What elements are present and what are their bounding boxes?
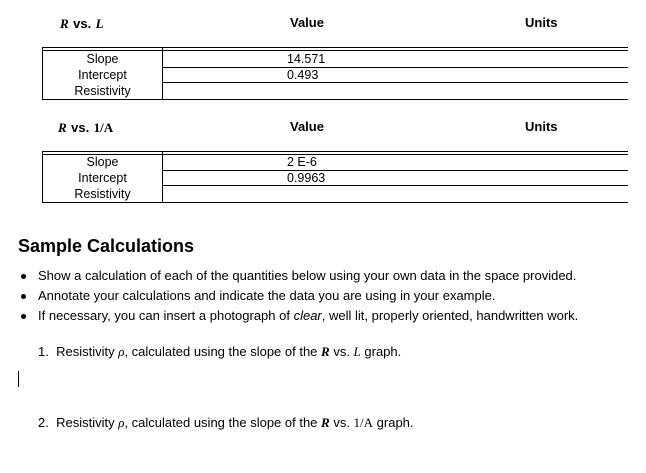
table2-row-slope-label: Slope <box>86 155 119 169</box>
bullet-dot <box>21 294 26 299</box>
table1-header-title: R vs. L <box>60 16 104 31</box>
bullet-item: Annotate your calculations and indicate the data you are using in your example. <box>38 288 496 303</box>
calc-item-1: 1. Resistivity ρ, calculated using the slope of the R vs. L graph. <box>38 344 402 359</box>
table1-slope-value[interactable]: 14.571 <box>287 52 326 66</box>
text-cursor <box>18 371 19 387</box>
bullet-item: Show a calculation of each of the quantities below using your own data in the space provided. <box>38 268 577 283</box>
section-title: Sample Calculations <box>18 236 195 256</box>
table1-row-slope-label: Slope <box>86 52 119 66</box>
table1-intercept-value[interactable]: 0.493 <box>287 68 319 82</box>
bullet-item: If necessary, you can insert a photograph of clear, well lit, properly oriented, handwritten work. <box>38 308 579 323</box>
bullet-dot <box>21 274 26 279</box>
table2-header-title: R vs. 1/A <box>58 120 114 135</box>
table1-row-intercept-label: Intercept <box>78 68 127 82</box>
bullet-dot <box>21 314 26 319</box>
table1-header-units: Units <box>525 15 558 30</box>
table2-intercept-value[interactable]: 0.9963 <box>287 171 326 185</box>
table2-row-intercept-label: Intercept <box>78 171 127 185</box>
table2-slope-value[interactable]: 2 E-6 <box>287 155 317 169</box>
table2-header-value: Value <box>290 119 324 134</box>
table2-header-units: Units <box>525 119 558 134</box>
table2-row-resistivity-label: Resistivity <box>74 187 131 201</box>
table1-row-resistivity-label: Resistivity <box>74 84 131 98</box>
table1-header-value: Value <box>290 15 324 30</box>
calc-item-2: 2. Resistivity ρ, calculated using the slope of the R vs. 1/A graph. <box>38 415 414 430</box>
